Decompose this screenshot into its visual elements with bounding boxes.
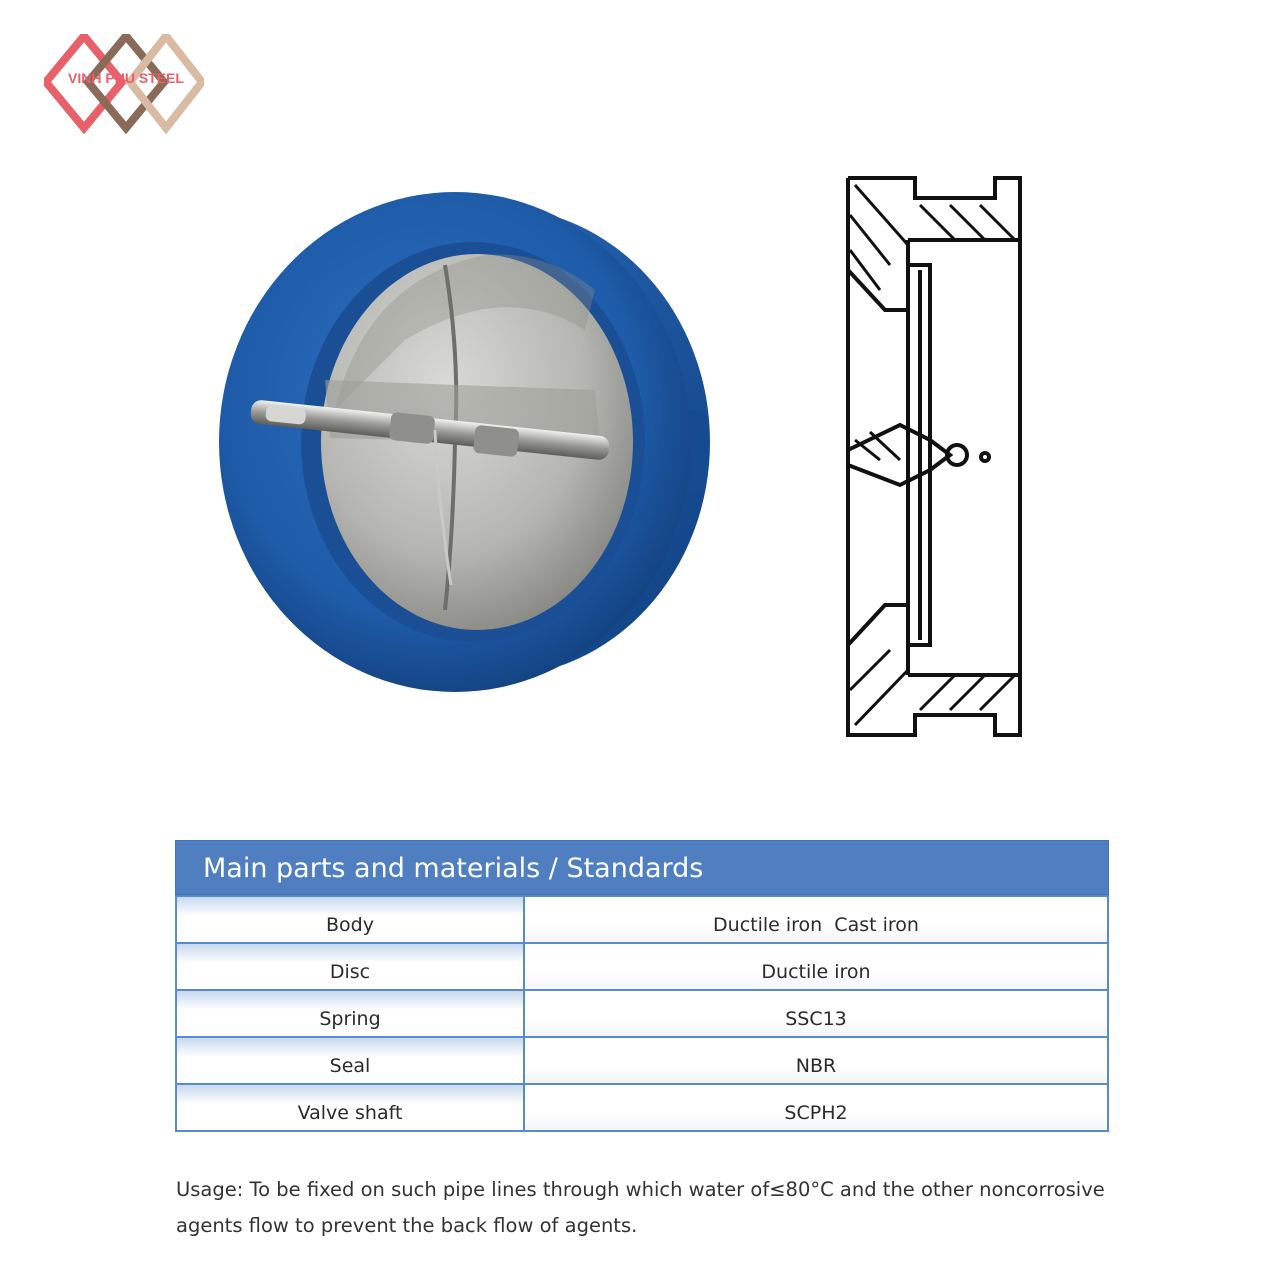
materials-table-body xyxy=(175,895,1109,1132)
material-cell: SCPH2 xyxy=(524,1084,1108,1131)
part-cell: Body xyxy=(176,896,524,943)
product-photo xyxy=(205,180,725,700)
brand-name: VINH PHU STEEL xyxy=(68,70,184,86)
usage-line-1: Usage: To be fixed on such pipe lines through which water of≤80°C and the other noncorrosive xyxy=(176,1178,1105,1201)
material-cell: Ductile iron Cast iron xyxy=(524,896,1108,943)
usage-note xyxy=(176,1172,1136,1244)
section-drawing xyxy=(840,170,1030,745)
materials-table xyxy=(175,840,1109,1132)
material-cell: NBR xyxy=(524,1037,1108,1084)
table-row xyxy=(176,943,1108,990)
table-row xyxy=(176,1037,1108,1084)
brand-logo xyxy=(44,34,204,134)
table-row xyxy=(176,896,1108,943)
material-cell: SSC13 xyxy=(524,990,1108,1037)
usage-line-2: agents flow to prevent the back flow of agents. xyxy=(176,1214,638,1237)
part-cell: Spring xyxy=(176,990,524,1037)
material-cell: Ductile iron xyxy=(524,943,1108,990)
part-cell: Seal xyxy=(176,1037,524,1084)
table-row xyxy=(176,1084,1108,1131)
table-row xyxy=(176,990,1108,1037)
part-cell: Valve shaft xyxy=(176,1084,524,1131)
part-cell: Disc xyxy=(176,943,524,990)
table-title: Main parts and materials / Standards xyxy=(175,840,1109,895)
